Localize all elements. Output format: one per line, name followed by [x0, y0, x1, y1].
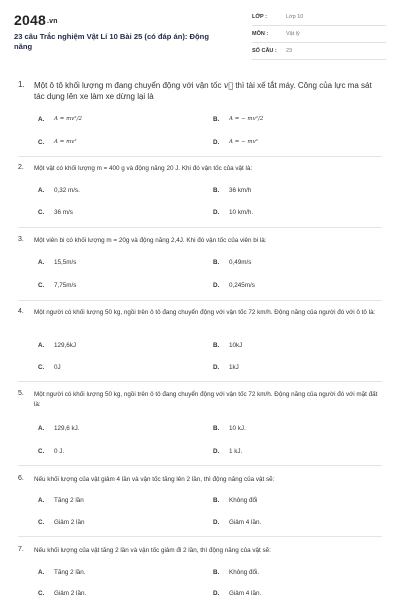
meta-row-grade — [252, 10, 386, 26]
option-letter: D. — [213, 519, 220, 526]
question-text: Một vật có khối lượng m = 400 g và động năng 20 J. Khi đó vận tốc của vật là: — [34, 165, 253, 172]
meta-label: MÔN : — [252, 31, 269, 37]
meta-label: SỐ CÂU : — [252, 48, 277, 54]
option-letter: B. — [213, 425, 220, 432]
option-letter: B. — [213, 342, 220, 349]
question-3 — [18, 236, 384, 246]
question-4 — [18, 308, 384, 328]
option-value: Giảm 4 lần. — [229, 590, 262, 597]
option-letter: C. — [38, 139, 45, 146]
meta-label: LỚP : — [252, 14, 267, 20]
option-letter: D. — [213, 448, 220, 455]
option-letter: B. — [213, 259, 220, 266]
question-2 — [18, 164, 384, 174]
question-text: Nếu khối lượng của vật tăng 2 lần và vận tốc giảm đi 2 lần, thì động năng của vật sẽ: — [34, 547, 271, 554]
option-value: Tăng 2 lần — [54, 497, 84, 504]
page-title: 23 câu Trắc nghiệm Vật Lí 10 Bài 25 (có đáp án): Động năng — [14, 32, 209, 51]
question-text-part: Một ô tô khối lượng m đang chuyển động với vận tốc — [34, 81, 222, 90]
option-letter: A. — [38, 569, 45, 576]
option-value: A = mv²/2 — [54, 116, 82, 122]
option-value: 1 kJ. — [229, 448, 243, 455]
option-value: Giảm 2 lần — [54, 519, 85, 526]
question-7 — [18, 546, 384, 556]
option-value: 129,6kJ — [54, 342, 77, 349]
question-text: Một người có khối lượng 50 kg, ngồi trên ô tô đang chuyển động với vận tốc 72 km/h. Động năng của người đó với mặt đất là: — [34, 391, 378, 408]
option-letter: A. — [38, 497, 45, 504]
question-text-part: thì tài xế tắt máy. Công của lực ma sát tác dụng lên xe làm xe dừng lại là — [34, 81, 372, 101]
option-value: 36 m/s — [54, 209, 73, 216]
divider — [18, 536, 382, 537]
option-value: A = mv² — [54, 139, 77, 145]
divider — [18, 156, 382, 157]
logo-text: 2048 — [14, 12, 46, 28]
option-letter: C. — [38, 364, 45, 371]
question-5 — [18, 390, 384, 410]
option-letter: B. — [213, 187, 220, 194]
option-letter: B. — [213, 497, 220, 504]
question-number: 1. — [18, 80, 25, 89]
page-header — [14, 10, 386, 68]
option-value: 0,49m/s — [229, 259, 252, 266]
option-letter: C. — [38, 519, 45, 526]
option-letter: B. — [213, 116, 220, 123]
question-number: 6. — [18, 475, 24, 482]
option-letter: C. — [38, 448, 45, 455]
question-number: 2. — [18, 164, 24, 171]
option-letter: D. — [213, 590, 220, 597]
divider — [18, 227, 382, 228]
option-letter: D. — [213, 139, 220, 146]
option-value: 15,5m/s — [54, 259, 77, 266]
meta-value: 23 — [286, 48, 293, 54]
option-letter: C. — [38, 282, 45, 289]
meta-row-count — [252, 44, 386, 60]
option-value: 129,6 kJ. — [54, 425, 80, 432]
option-letter: B. — [213, 569, 220, 576]
meta-value: Lớp 10 — [286, 14, 304, 20]
option-value: 10 km/h. — [229, 209, 254, 216]
option-value: 0,32 m/s. — [54, 187, 80, 194]
option-value: A = − mv² — [229, 139, 258, 145]
option-letter: A. — [38, 259, 45, 266]
question-text: Nếu khối lượng của vật giảm 4 lần và vận tốc tăng lên 2 lần, thì động năng của vật sẽ: — [34, 476, 275, 483]
option-letter: C. — [38, 590, 45, 597]
option-letter: A. — [38, 425, 45, 432]
option-letter: D. — [213, 282, 220, 289]
velocity-vector: v⃗ — [223, 81, 234, 90]
option-value: A = − mv²/2 — [229, 116, 264, 122]
question-text — [34, 80, 384, 102]
option-letter: D. — [213, 364, 220, 371]
option-value: Giảm 4 lần. — [229, 519, 262, 526]
option-letter: A. — [38, 342, 45, 349]
option-letter: A. — [38, 187, 45, 194]
option-value: Giảm 2 lần. — [54, 590, 87, 597]
option-value: 0J — [54, 364, 61, 371]
question-number: 4. — [18, 308, 24, 315]
question-text: Một người có khối lượng 50 kg, ngồi trên ô tô đang chuyển động với vận tốc 72 km/h. Động năng của người đó với ô tô là: — [34, 309, 376, 316]
divider — [18, 381, 382, 382]
question-number: 3. — [18, 236, 24, 243]
option-value: Tăng 2 lần. — [54, 569, 86, 576]
meta-row-subject — [252, 27, 386, 43]
option-letter: C. — [38, 209, 45, 216]
option-value: Không đổi — [229, 497, 258, 504]
option-value: 1kJ — [229, 364, 239, 371]
question-6 — [18, 475, 384, 485]
option-value: 7,75m/s — [54, 282, 77, 289]
option-letter: D. — [213, 209, 220, 216]
site-logo[interactable] — [14, 12, 58, 28]
option-value: 0 J. — [54, 448, 65, 455]
question-text: Một viên bi có khối lượng m = 20g và động năng 2,4J. Khi đó vận tốc của viên bi là: — [34, 237, 267, 244]
option-value: 10kJ — [229, 342, 243, 349]
meta-info — [252, 10, 386, 61]
divider — [18, 465, 382, 466]
logo-suffix: .vn — [46, 17, 58, 25]
option-value: 10 kJ. — [229, 425, 246, 432]
option-value: Không đổi. — [229, 569, 260, 576]
divider — [18, 300, 382, 301]
option-letter: A. — [38, 116, 45, 123]
question-number: 7. — [18, 546, 24, 553]
option-value: 0,245m/s — [229, 282, 255, 289]
option-value: 36 km/h — [229, 187, 252, 194]
meta-value: Vật lý — [286, 31, 300, 37]
question-number: 5. — [18, 390, 24, 397]
